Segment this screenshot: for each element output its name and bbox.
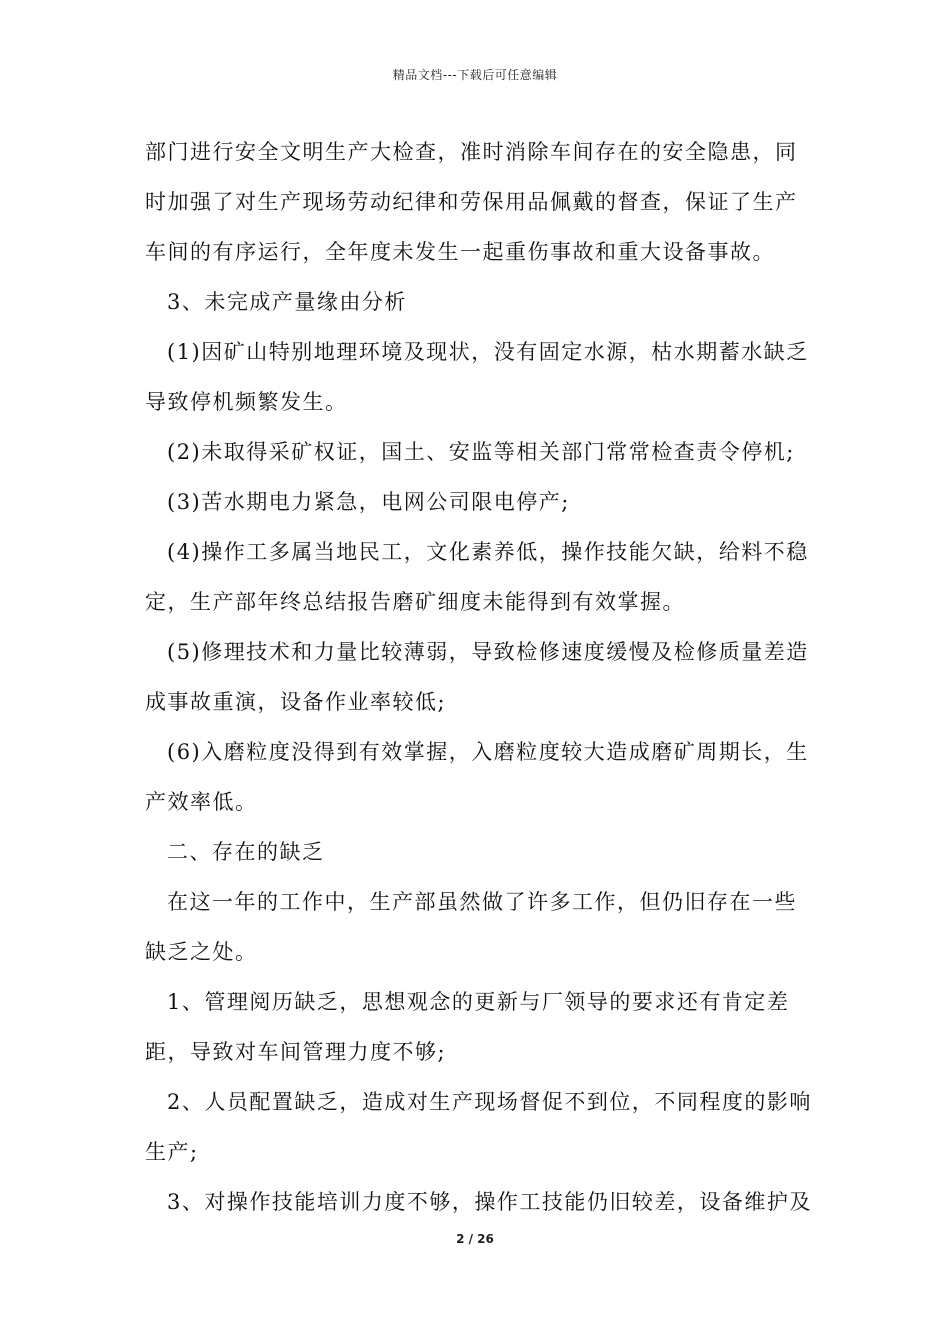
section-heading: 3、未完成产量缘由分析 <box>167 290 407 314</box>
paragraph: 部门进行安全文明生产大检查，准时消除车间存在的安全隐患，同时加强了对生产现场劳动纪律和劳保用品佩戴的督查，保证了生产车间的有序运行，全年度未发生一起重伤事故和重大设备事故。 <box>145 140 798 264</box>
paragraph: 在这一年的工作中，生产部虽然做了许多工作，但仍旧存在一些缺乏之处。 <box>145 890 797 964</box>
paragraph: (4)操作工多属当地民工，文化素养低，操作技能欠缺，给料不稳定，生产部年终总结报告磨矿细度未能得到有效掌握。 <box>145 540 809 614</box>
page-number: 2 / 26 <box>456 1232 494 1246</box>
page-header: 精品文档---下载后可任意编辑 <box>392 68 558 82</box>
section-heading: 二、存在的缺乏 <box>167 840 325 864</box>
paragraph: (5)修理技术和力量比较薄弱，导致检修速度缓慢及检修质量差造成事故重演，设备作业率较低; <box>145 640 809 714</box>
document-body <box>145 127 817 1227</box>
paragraph: (1)因矿山特别地理环境及现状，没有固定水源，枯水期蓄水缺乏导致停机频繁发生。 <box>145 340 809 414</box>
paragraph: (2)未取得采矿权证，国土、安监等相关部门常常检查责令停机; <box>167 440 795 464</box>
paragraph: 3、对操作技能培训力度不够，操作工技能仍旧较差，设备维护及 <box>167 1190 812 1214</box>
paragraph: (3)苦水期电力紧急，电网公司限电停产; <box>167 490 570 514</box>
paragraph: 2、人员配置缺乏，造成对生产现场督促不到位，不同程度的影响生产; <box>145 1090 812 1164</box>
paragraph: 1、管理阅历缺乏，思想观念的更新与厂领导的要求还有肯定差距，导致对车间管理力度不够; <box>145 990 790 1064</box>
paragraph: (6)入磨粒度没得到有效掌握，入磨粒度较大造成磨矿周期长，生产效率低。 <box>145 740 809 814</box>
